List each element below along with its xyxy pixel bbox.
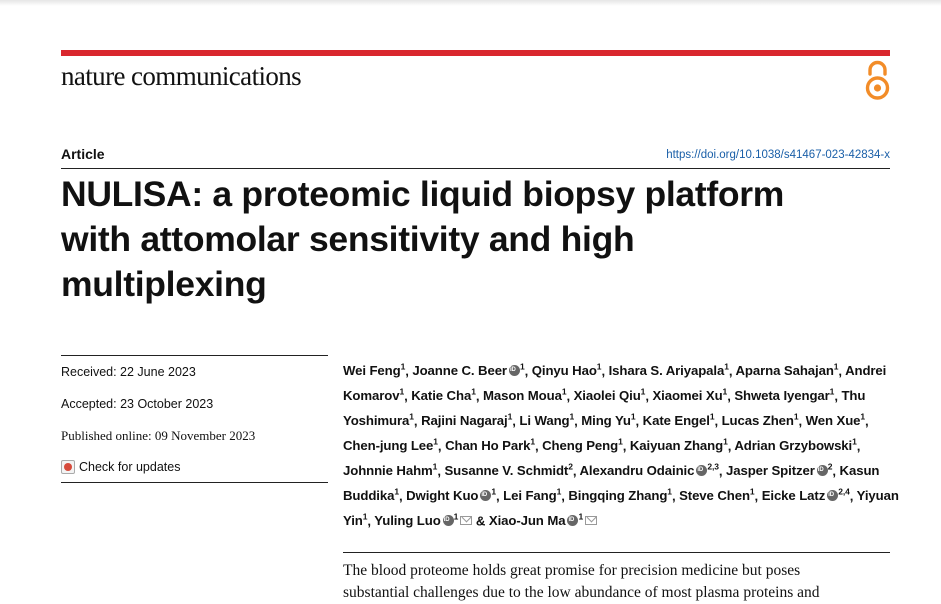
author[interactable] bbox=[343, 438, 438, 453]
title-line: with attomolar sensitivity and high bbox=[61, 219, 635, 259]
author-name: Li Wang bbox=[519, 413, 570, 429]
author-name: Steve Chen bbox=[679, 488, 750, 504]
author-name: Jasper Spitzer bbox=[726, 463, 815, 479]
affiliation-number: 1 bbox=[530, 436, 535, 447]
author-name: Dwight Kuo bbox=[406, 488, 479, 504]
author[interactable] bbox=[343, 463, 437, 478]
divider bbox=[343, 552, 890, 553]
affiliation-number: 1 bbox=[471, 386, 476, 397]
affiliation-number: 1 bbox=[630, 411, 636, 422]
author[interactable] bbox=[483, 388, 567, 403]
author[interactable] bbox=[444, 463, 572, 478]
author-name: Johnnie Hahm bbox=[343, 463, 433, 479]
author-name: Kasun Buddika bbox=[343, 463, 880, 504]
author[interactable] bbox=[343, 363, 405, 378]
author[interactable] bbox=[532, 363, 602, 378]
email-icon[interactable] bbox=[585, 516, 597, 525]
top-shadow bbox=[0, 0, 941, 6]
abstract-line: The blood proteome holds great promise for precision medicine but poses bbox=[343, 562, 801, 579]
author[interactable] bbox=[374, 513, 472, 528]
affiliation-number: 1 bbox=[432, 461, 438, 472]
affiliation-number: 1 bbox=[852, 436, 857, 447]
received-date: Received: 22 June 2023 bbox=[61, 365, 196, 379]
journal-accent-bar bbox=[61, 50, 890, 56]
author[interactable] bbox=[411, 388, 476, 403]
affiliation-number: 1 bbox=[433, 436, 438, 447]
affiliation-number: 1 bbox=[519, 362, 525, 372]
author-name: Chan Ho Park bbox=[445, 438, 531, 454]
author-name: Yuling Luo bbox=[374, 513, 441, 529]
check-for-updates-label: Check for updates bbox=[79, 460, 181, 474]
author[interactable] bbox=[580, 463, 719, 478]
affiliation-number: 2 bbox=[568, 461, 573, 472]
author-name: Rajini Nagaraj bbox=[421, 413, 508, 429]
affiliation-number: 1 bbox=[749, 486, 755, 497]
affiliation-number: 1 bbox=[569, 411, 575, 422]
author-name: Wen Xue bbox=[805, 413, 861, 429]
affiliation-number: 1 bbox=[561, 386, 567, 397]
affiliation-number: 1 bbox=[793, 411, 799, 422]
affiliation-number: 1 bbox=[507, 411, 513, 422]
accepted-date: Accepted: 23 October 2023 bbox=[61, 397, 214, 411]
author-name: Ming Yu bbox=[581, 413, 631, 429]
affiliation-number: 1 bbox=[394, 486, 399, 497]
affiliation-number: 1 bbox=[596, 362, 602, 372]
author-name: Wei Feng bbox=[343, 363, 401, 379]
author[interactable] bbox=[726, 463, 832, 478]
author-name: Lucas Zhen bbox=[721, 413, 794, 429]
author-name: Kate Engel bbox=[642, 413, 710, 429]
affiliation-number: 1 bbox=[724, 362, 729, 372]
author-name: Susanne V. Schmidt bbox=[444, 463, 569, 479]
divider bbox=[61, 168, 890, 169]
author-name: Lei Fang bbox=[503, 488, 557, 504]
author[interactable] bbox=[609, 363, 729, 378]
author-name: Joanne C. Beer bbox=[412, 363, 507, 379]
author-name: Mason Moua bbox=[482, 388, 562, 404]
author-name: Shweta Iyengar bbox=[734, 388, 830, 404]
author-name: Xiaolei Qiu bbox=[573, 388, 641, 404]
author[interactable] bbox=[806, 413, 865, 428]
author[interactable] bbox=[643, 413, 715, 428]
affiliation-number: 1 bbox=[362, 511, 368, 522]
affiliation-number: 1 bbox=[400, 362, 406, 372]
affiliation-number: 1 bbox=[723, 436, 728, 447]
author[interactable] bbox=[412, 363, 524, 378]
author-name: Aparna Sahajan bbox=[735, 363, 834, 379]
author-name: Thu Yoshimura bbox=[343, 388, 866, 429]
orcid-icon[interactable] bbox=[817, 465, 828, 476]
author-name: Katie Cha bbox=[411, 388, 472, 404]
title-line: NULISA: a proteomic liquid biopsy platform bbox=[61, 174, 785, 214]
author[interactable] bbox=[762, 488, 850, 503]
article-dates bbox=[61, 355, 328, 483]
author[interactable] bbox=[489, 513, 597, 528]
orcid-icon[interactable] bbox=[696, 465, 707, 476]
author[interactable] bbox=[445, 438, 535, 453]
affiliation-number: 2,4 bbox=[838, 486, 850, 497]
article-type: Article bbox=[61, 146, 105, 162]
affiliation-number: 1 bbox=[399, 386, 405, 397]
check-for-updates-icon bbox=[61, 460, 75, 474]
author[interactable] bbox=[581, 413, 635, 428]
author[interactable] bbox=[542, 438, 623, 453]
author-name: Xiaomei Xu bbox=[652, 388, 723, 404]
affiliation-number: 1 bbox=[491, 486, 496, 497]
author-name: Cheng Peng bbox=[542, 438, 619, 454]
journal-name[interactable]: nature communications bbox=[61, 61, 302, 91]
orcid-icon[interactable] bbox=[480, 490, 491, 501]
author-list: Wei Feng$^1$, Joanne C. BeeriD $^1$, Qinyu Hao$^1$, Ishara S. Ariyapala$^1$, Aparna Sahajan$^1$, Andrei Komarov$^1$, Katie Cha$^1$, Mason Moua$^1$, Xiaolei Qiu$^1$, Xiaomei Xu$^1$, Shweta Iyengar$^1$, Thu Yoshimura$^1$, Rajini Nagaraj$^1$, Li Wang$^1$, Ming Yu$^1$, Kate Engel$^1$, Lucas Zhen$^1$, Wen Xue$^1$, Chen-jung Lee$^1$, Chan Ho Park$^1$, Cheng Peng$^1$, Kaiyuan Zhang$^1$, Adrian Grzybowski$^1$, Johnnie Hahm$^1$, Susanne V. Schmidt$^2$, Alexandru OdainiciD $^{2,3}$, Jasper SpitzeriD $^2$, Kasun Buddika$^1$, Dwight KuoiD $^1$, Lei Fang$^1$, Bingqing Zhang$^1$, Steve Chen$^1$, Eicke LatziD $^{2,4}$, Yiyuan Yin$^1$, Yuling LuoiD $^1$ & Xiao-Jun MaiD $^1$ bbox=[343, 357, 903, 532]
author[interactable] bbox=[734, 438, 856, 453]
affiliation-number: 1 bbox=[640, 386, 646, 397]
abstract-line: substantial challenges due to the low abundance of most plasma proteins and bbox=[343, 584, 820, 601]
author[interactable] bbox=[652, 388, 727, 403]
author[interactable] bbox=[503, 488, 561, 503]
author[interactable] bbox=[421, 413, 512, 428]
affiliation-number: 1 bbox=[409, 411, 414, 422]
author[interactable] bbox=[519, 413, 574, 428]
author-name: Chen-jung Lee bbox=[343, 438, 434, 454]
author-name: Eicke Latz bbox=[761, 488, 826, 504]
doi-link[interactable]: https://doi.org/10.1038/s41467-023-42834-x bbox=[666, 149, 890, 161]
affiliation-number: 2,3 bbox=[707, 461, 719, 472]
author-name: Andrei Komarov bbox=[343, 363, 887, 404]
affiliation-number: 1 bbox=[453, 511, 459, 522]
affiliation-number: 1 bbox=[833, 362, 839, 372]
author-name: Yiyuan Yin bbox=[343, 488, 899, 529]
author[interactable] bbox=[406, 488, 496, 503]
article-title bbox=[61, 172, 901, 307]
published-date: Published online: 09 November 2023 bbox=[61, 428, 256, 443]
affiliation-number: 1 bbox=[578, 511, 584, 522]
check-for-updates-button[interactable] bbox=[61, 452, 328, 482]
author[interactable] bbox=[736, 363, 839, 378]
affiliation-number: 1 bbox=[667, 486, 672, 497]
divider bbox=[61, 482, 328, 483]
author[interactable] bbox=[568, 488, 672, 503]
author-name: Alexandru Odainic bbox=[579, 463, 695, 479]
open-access-icon bbox=[864, 60, 891, 102]
author[interactable] bbox=[574, 388, 646, 403]
author-name: Ishara S. Ariyapala bbox=[608, 363, 725, 379]
affiliation-number: 1 bbox=[722, 386, 728, 397]
author[interactable] bbox=[734, 388, 834, 403]
email-icon[interactable] bbox=[460, 516, 472, 525]
orcid-icon[interactable] bbox=[509, 365, 520, 376]
affiliation-number: 2 bbox=[827, 461, 833, 472]
affiliation-number: 1 bbox=[709, 411, 715, 422]
author[interactable] bbox=[679, 488, 754, 503]
orcid-icon[interactable] bbox=[827, 490, 838, 501]
title-line: multiplexing bbox=[61, 264, 267, 304]
author[interactable] bbox=[630, 438, 728, 453]
orcid-icon[interactable] bbox=[567, 515, 578, 526]
author-name: Kaiyuan Zhang bbox=[629, 438, 724, 454]
author-name: Bingqing Zhang bbox=[568, 488, 668, 504]
abstract bbox=[343, 560, 903, 604]
affiliation-number: 1 bbox=[860, 411, 866, 422]
author[interactable] bbox=[722, 413, 799, 428]
author-name: Qinyu Hao bbox=[531, 363, 597, 379]
orcid-icon[interactable] bbox=[443, 515, 454, 526]
affiliation-number: 1 bbox=[618, 436, 623, 447]
affiliation-number: 1 bbox=[829, 386, 835, 397]
author-name: Adrian Grzybowski bbox=[734, 438, 853, 454]
affiliation-number: 1 bbox=[556, 486, 562, 497]
author-name: Xiao-Jun Ma bbox=[488, 513, 566, 529]
